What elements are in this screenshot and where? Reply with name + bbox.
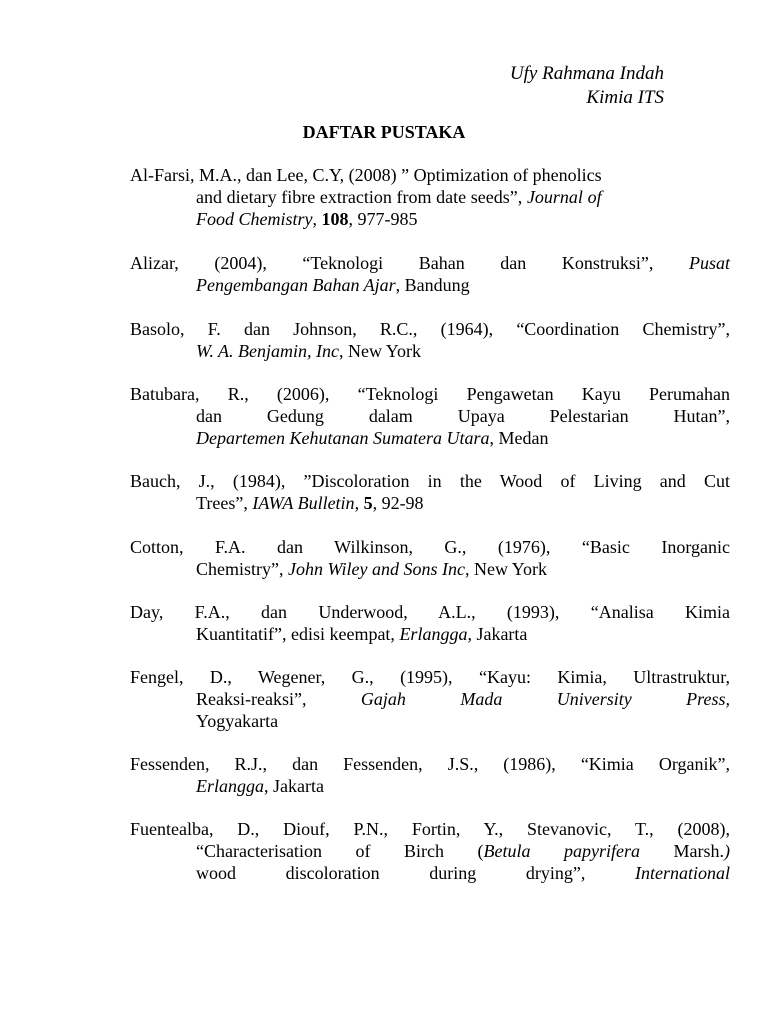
reference-line: Trees”, IAWA Bulletin, 5, 92-98	[196, 493, 424, 513]
reference-line: Fengel, D., Wegener, G., (1995), “Kayu: Kimia, Ultrastruktur,	[130, 667, 730, 687]
reference-line: Fuentealba, D., Diouf, P.N., Fortin, Y., Stevanovic, T., (2008),	[130, 819, 730, 839]
reference-entry	[130, 318, 730, 362]
reference-line: Day, F.A., dan Underwood, A.L., (1993), “Analisa Kimia	[130, 602, 730, 622]
reference-line: Alizar, (2004), “Teknologi Bahan dan Konstruksi”, Pusat	[130, 253, 730, 273]
reference-line: W. A. Benjamin, Inc, New York	[196, 341, 421, 361]
reference-entry	[130, 536, 730, 580]
reference-entry	[130, 753, 730, 797]
reference-line: Departemen Kehutanan Sumatera Utara, Medan	[196, 428, 549, 448]
reference-line: Bauch, J., (1984), ”Discoloration in the Wood of Living and Cut	[130, 471, 730, 491]
reference-entry	[130, 164, 602, 230]
reference-line: Kuantitatif”, edisi keempat, Erlangga, Jakarta	[196, 624, 528, 644]
reference-entry	[130, 252, 730, 296]
reference-line: Cotton, F.A. dan Wilkinson, G., (1976), “Basic Inorganic	[130, 537, 730, 557]
reference-line: Erlangga, Jakarta	[196, 776, 324, 796]
reference-line: and dietary fibre extraction from date seeds”, Journal of	[196, 187, 602, 207]
page-title: DAFTAR PUSTAKA	[302, 122, 466, 142]
page-header	[510, 62, 664, 110]
reference-line: Chemistry”, John Wiley and Sons Inc, New York	[196, 559, 547, 579]
author-name: Ufy Rahmana Indah	[509, 63, 664, 84]
reference-entry	[130, 818, 730, 884]
reference-line: dan Gedung dalam Upaya Pelestarian Hutan”,	[196, 406, 730, 426]
reference-line: Pengembangan Bahan Ajar, Bandung	[196, 275, 470, 295]
reference-line: Fessenden, R.J., dan Fessenden, J.S., (1986), “Kimia Organik”,	[130, 754, 730, 774]
reference-line: “Characterisation of Birch (Betula papyrifera Marsh.)	[196, 841, 730, 861]
reference-entry	[130, 470, 730, 514]
reference-entry	[130, 666, 730, 732]
reference-entry	[130, 383, 730, 449]
reference-line: Basolo, F. dan Johnson, R.C., (1964), “Coordination Chemistry”,	[130, 319, 730, 339]
reference-line: Food Chemistry, 108, 977-985	[196, 209, 418, 229]
reference-entry	[130, 601, 730, 645]
reference-line: Yogyakarta	[196, 711, 279, 731]
reference-line: Batubara, R., (2006), “Teknologi Pengawetan Kayu Perumahan	[130, 384, 730, 404]
reference-line: wood discoloration during drying”, International	[196, 863, 730, 883]
institution-name: Kimia ITS	[586, 87, 664, 108]
reference-line: Reaksi-reaksi”, Gajah Mada University Press,	[196, 689, 730, 709]
reference-line: Al-Farsi, M.A., dan Lee, C.Y, (2008) ” Optimization of phenolics	[130, 165, 602, 185]
